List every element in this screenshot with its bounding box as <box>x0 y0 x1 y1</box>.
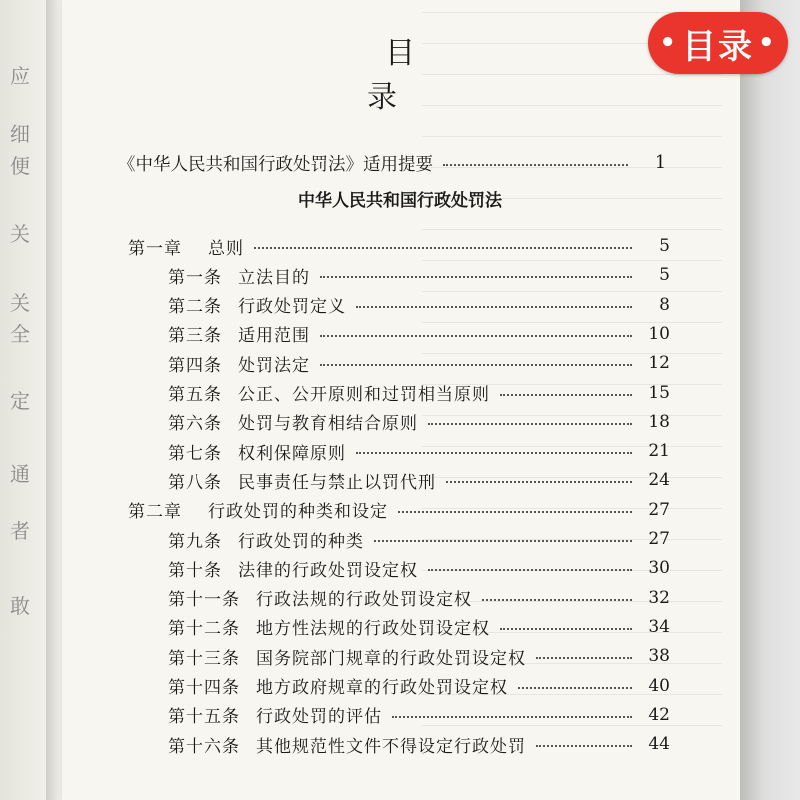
dot-leader <box>374 540 632 542</box>
toc-article-entry[interactable] <box>168 612 670 642</box>
page-number: 27 <box>648 529 670 549</box>
dot-leader <box>500 394 632 396</box>
dot-leader <box>482 599 632 601</box>
dot-leader <box>320 335 632 337</box>
toc-article-entry[interactable] <box>168 348 670 378</box>
dot-leader <box>518 687 632 689</box>
article-title: 处罚法定 <box>238 355 310 376</box>
toc-article-entry[interactable] <box>168 553 670 583</box>
dot-leader <box>446 481 632 483</box>
dot-leader <box>392 716 632 718</box>
toc-article-entry[interactable] <box>168 729 670 759</box>
article-number: 第八条 <box>168 472 222 493</box>
page-number: 15 <box>648 382 670 403</box>
dot-leader <box>428 569 632 571</box>
summary-label: 《中华人民共和国行政处罚法》适用提要 <box>118 154 433 175</box>
article-title: 公正、公开原则和过罚相当原则 <box>238 385 490 405</box>
article-number: 第十一条 <box>168 590 240 611</box>
toc-badge <box>648 12 788 74</box>
dot-leader <box>428 423 632 425</box>
badge-dot-left-icon: • <box>659 28 678 58</box>
article-number: 第七条 <box>168 443 222 464</box>
page-edge <box>740 0 800 800</box>
dot-leader <box>536 657 632 659</box>
article-title: 民事责任与禁止以罚代刑 <box>238 472 436 493</box>
dot-leader <box>320 364 632 366</box>
article-number: 第九条 <box>168 531 222 552</box>
article-number: 第六条 <box>168 414 222 435</box>
article-title: 权利保障原则 <box>238 443 346 464</box>
dot-leader <box>320 276 632 278</box>
left-margin-glyph: 通 <box>10 462 30 486</box>
toc-article-entry[interactable] <box>168 700 670 730</box>
article-number: 第十五条 <box>168 707 240 728</box>
toc-title: 目 录 <box>367 36 451 115</box>
page-number: 27 <box>648 499 670 520</box>
law-title: 中华人民共和国行政处罚法 <box>298 191 502 211</box>
article-title: 其他规范性文件不得设定行政处罚 <box>256 736 526 757</box>
article-number: 第一条 <box>168 267 222 288</box>
toc-article-entry[interactable] <box>168 524 670 554</box>
dot-leader <box>356 452 632 454</box>
page-number: 5 <box>659 265 670 286</box>
article-title: 国务院部门规章的行政处罚设定权 <box>256 648 526 669</box>
left-margin-glyph: 关 <box>10 291 30 315</box>
page-number: 21 <box>648 441 670 462</box>
toc-chapter-entry[interactable] <box>128 231 670 261</box>
chapter-number: 第一章 <box>128 238 182 259</box>
toc-article-entry[interactable] <box>168 465 670 495</box>
badge-label: 目录 <box>682 26 754 67</box>
page-number: 32 <box>648 587 670 608</box>
left-margin-glyph: 应 <box>10 64 30 88</box>
article-number: 第十二条 <box>168 619 240 640</box>
left-margin-glyph: 定 <box>10 389 30 413</box>
toc-chapter-entry[interactable] <box>128 495 670 525</box>
page-number: 12 <box>648 353 670 374</box>
dot-leader <box>398 511 632 513</box>
article-number: 第十四条 <box>168 678 240 698</box>
article-number: 第二条 <box>168 297 222 318</box>
toc-article-entry[interactable] <box>168 378 670 408</box>
article-number: 第十三条 <box>168 648 240 669</box>
article-number: 第四条 <box>168 355 222 376</box>
toc-article-entry[interactable] <box>168 436 670 466</box>
dot-leader <box>536 745 632 747</box>
article-title: 行政法规的行政处罚设定权 <box>256 590 472 611</box>
left-margin-glyph: 关 <box>10 222 30 246</box>
left-margin-glyph: 敢 <box>10 594 30 618</box>
dot-leader <box>500 628 632 630</box>
toc-article-entry[interactable] <box>168 671 670 701</box>
toc-article-entry[interactable] <box>168 260 670 290</box>
toc-article-entry[interactable] <box>168 641 670 671</box>
article-number: 第五条 <box>168 385 222 405</box>
badge-dot-right-icon: • <box>758 28 777 58</box>
article-number: 第十条 <box>168 560 222 581</box>
page-number: 38 <box>648 646 670 667</box>
page-number: 10 <box>648 323 670 344</box>
dot-leader <box>254 247 632 249</box>
show-through-line <box>422 136 722 137</box>
article-title: 处罚与教育相结合原则 <box>238 414 418 435</box>
page-number: 5 <box>659 236 670 256</box>
left-page <box>0 0 48 800</box>
dot-leader <box>443 164 628 166</box>
article-title: 立法目的 <box>238 267 310 288</box>
left-margin-glyph: 者 <box>10 519 30 543</box>
left-margin-glyph: 便 <box>10 154 30 178</box>
page-number: 34 <box>648 616 670 637</box>
page-number: 44 <box>648 734 670 755</box>
article-title: 地方性法规的行政处罚设定权 <box>256 619 490 640</box>
article-number: 第三条 <box>168 326 222 347</box>
left-margin-glyph: 细 <box>10 122 30 146</box>
chapter-title: 总则 <box>208 238 244 259</box>
dot-leader <box>356 306 632 308</box>
chapter-title: 行政处罚的种类和设定 <box>208 502 388 523</box>
page-number: 30 <box>648 558 670 579</box>
page-number: 42 <box>648 704 670 725</box>
left-margin-glyph: 全 <box>10 322 30 346</box>
chapter-number: 第二章 <box>128 502 182 523</box>
page-number: 8 <box>659 294 670 315</box>
page-number: 24 <box>648 470 670 491</box>
summary-page-number: 1 <box>654 153 666 173</box>
toc-article-entry[interactable] <box>168 319 670 349</box>
summary-entry[interactable] <box>118 148 666 178</box>
article-title: 行政处罚的评估 <box>256 707 382 728</box>
toc-article-entry[interactable] <box>168 583 670 613</box>
article-title: 地方政府规章的行政处罚设定权 <box>256 678 508 698</box>
toc-article-entry[interactable] <box>168 407 670 437</box>
show-through-line <box>422 229 722 230</box>
page-number: 18 <box>648 411 670 432</box>
toc-article-entry[interactable] <box>168 290 670 320</box>
page-number: 40 <box>648 675 670 696</box>
article-title: 行政处罚的种类 <box>238 531 364 552</box>
article-number: 第十六条 <box>168 736 240 757</box>
article-title: 行政处罚定义 <box>238 297 346 318</box>
article-title: 法律的行政处罚设定权 <box>238 560 418 581</box>
article-title: 适用范围 <box>238 326 310 347</box>
